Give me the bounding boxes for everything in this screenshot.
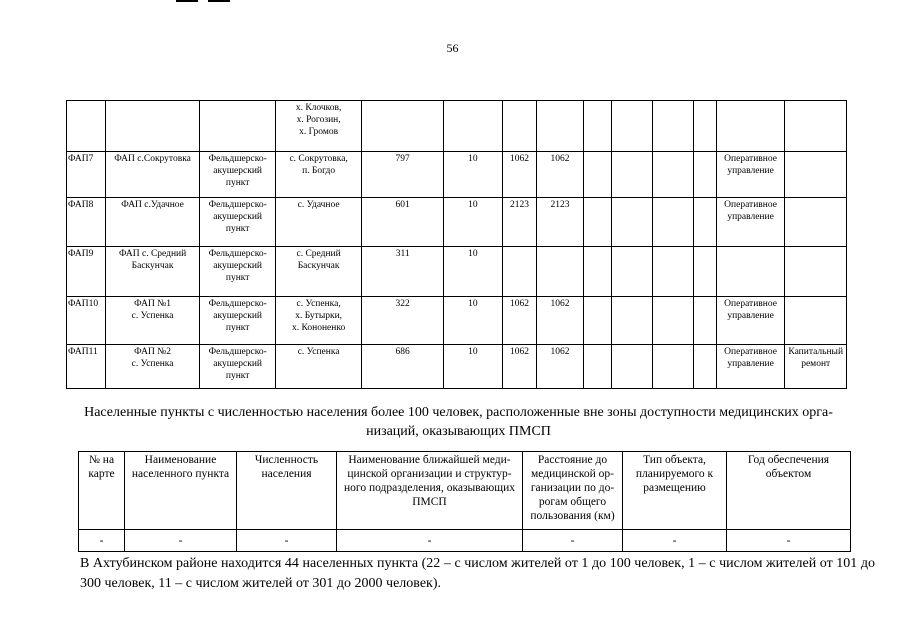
- table-row: [79, 530, 851, 552]
- cell-empty: [612, 152, 653, 198]
- cell-empty: [583, 198, 612, 247]
- cell-type: Фельдшерско- акушерский пункт: [200, 198, 276, 247]
- cell-code: ФАП8: [67, 198, 106, 247]
- cell-settlements: с. Средний Баскунчак: [276, 247, 362, 297]
- cell-dash: -: [237, 530, 337, 552]
- cell-empty: [583, 297, 612, 345]
- cell-value-3: 2123: [537, 198, 583, 247]
- cell-value-3: 1062: [537, 152, 583, 198]
- cell-value-1: 10: [444, 247, 502, 297]
- cell-empty: [612, 101, 653, 152]
- cell-population: 311: [362, 247, 444, 297]
- header-settlement-name: Наименование населенного пункта: [125, 452, 237, 530]
- cell-value-1: 10: [444, 152, 502, 198]
- cell-population: 797: [362, 152, 444, 198]
- cell-dash: -: [623, 530, 727, 552]
- cell-code: ФАП11: [67, 345, 106, 389]
- table-row: [67, 101, 847, 152]
- cell-name: [105, 101, 199, 152]
- cell-value-1: 10: [444, 345, 502, 389]
- scan-mark-right: [208, 0, 230, 2]
- cell-code: ФАП9: [67, 247, 106, 297]
- cell-name: ФАП №2 с. Успенка: [105, 345, 199, 389]
- cell-action: [785, 101, 847, 152]
- header-distance: Расстояние до медицинской ор- ганизации по до- рогам общего пользования (км): [523, 452, 623, 530]
- header-provision-year: Год обеспечения объектом: [727, 452, 851, 530]
- remote-settlements-table: [78, 451, 851, 552]
- cell-empty: [583, 247, 612, 297]
- cell-management: [716, 247, 785, 297]
- cell-population: [362, 101, 444, 152]
- cell-management: Оперативное управление: [716, 345, 785, 389]
- cell-value-2: 1062: [502, 297, 537, 345]
- cell-empty: [653, 198, 694, 247]
- cell-name: ФАП с. Средний Баскунчак: [105, 247, 199, 297]
- cell-empty: [612, 247, 653, 297]
- cell-value-2: 2123: [502, 198, 537, 247]
- cell-empty: [653, 247, 694, 297]
- cell-action: [785, 247, 847, 297]
- cell-settlements: с. Удачное: [276, 198, 362, 247]
- table-row: [67, 152, 847, 198]
- table-header-row: [79, 452, 851, 530]
- cell-dash: -: [79, 530, 125, 552]
- cell-type: Фельдшерско- акушерский пункт: [200, 152, 276, 198]
- cell-population: 322: [362, 297, 444, 345]
- cell-value-3: 1062: [537, 297, 583, 345]
- cell-empty: [653, 345, 694, 389]
- cell-code: ФАП10: [67, 297, 106, 345]
- cell-empty: [653, 152, 694, 198]
- cell-value-2: [502, 101, 537, 152]
- cell-settlements: с. Успенка: [276, 345, 362, 389]
- cell-dash: -: [523, 530, 623, 552]
- cell-action: Капитальный ремонт: [785, 345, 847, 389]
- table-row: [67, 198, 847, 247]
- cell-empty: [694, 345, 717, 389]
- cell-empty: [694, 198, 717, 247]
- cell-value-3: 1062: [537, 345, 583, 389]
- cell-empty: [694, 297, 717, 345]
- cell-type: [200, 101, 276, 152]
- cell-empty: [612, 345, 653, 389]
- header-object-type: Тип объекта, планируемого к размещению: [623, 452, 727, 530]
- cell-management: Оперативное управление: [716, 297, 785, 345]
- cell-value-2: 1062: [502, 152, 537, 198]
- table-row: [67, 247, 847, 297]
- cell-action: [785, 152, 847, 198]
- cell-code: ФАП7: [67, 152, 106, 198]
- cell-value-3: [537, 247, 583, 297]
- cell-value-1: [444, 101, 502, 152]
- section-heading: Населенные пункты с численностью населения более 100 человек, расположенные вне зоны доступности медицинских орга-низаций, оказывающих ПМСП: [84, 405, 833, 439]
- cell-type: Фельдшерско- акушерский пункт: [200, 297, 276, 345]
- cell-empty: [583, 101, 612, 152]
- cell-empty: [612, 198, 653, 247]
- facilities-table: [66, 100, 847, 389]
- cell-empty: [694, 152, 717, 198]
- header-map-number: № на карте: [79, 452, 125, 530]
- cell-type: Фельдшерско- акушерский пункт: [200, 247, 276, 297]
- cell-management: Оперативное управление: [716, 198, 785, 247]
- cell-settlements: х. Клочков, х. Рогозин, х. Громов: [276, 101, 362, 152]
- cell-empty: [583, 152, 612, 198]
- cell-population: 686: [362, 345, 444, 389]
- page-number: 56: [446, 41, 459, 55]
- cell-settlements: с. Сокрутовка, п. Богдо: [276, 152, 362, 198]
- cell-settlements: с. Успенка, х. Бутырки, х. Кононенко: [276, 297, 362, 345]
- cell-code: [67, 101, 106, 152]
- cell-value-1: 10: [444, 198, 502, 247]
- cell-empty: [694, 101, 717, 152]
- header-population: Численность населения: [237, 452, 337, 530]
- header-nearest-organization: Наименование ближайшей меди- цинской организации и структур- ного подразделения, оказывающих ПМСП: [337, 452, 523, 530]
- cell-name: ФАП с.Удачное: [105, 198, 199, 247]
- cell-action: [785, 198, 847, 247]
- cell-empty: [653, 297, 694, 345]
- cell-dash: -: [337, 530, 523, 552]
- cell-dash: -: [727, 530, 851, 552]
- cell-management: Оперативное управление: [716, 152, 785, 198]
- cell-empty: [583, 345, 612, 389]
- cell-empty: [694, 247, 717, 297]
- table-row: [67, 297, 847, 345]
- cell-value-1: 10: [444, 297, 502, 345]
- cell-name: ФАП с.Сокрутовка: [105, 152, 199, 198]
- cell-type: Фельдшерско- акушерский пункт: [200, 345, 276, 389]
- cell-value-3: [537, 101, 583, 152]
- cell-empty: [612, 297, 653, 345]
- cell-empty: [653, 101, 694, 152]
- cell-value-2: [502, 247, 537, 297]
- cell-management: [716, 101, 785, 152]
- cell-action: [785, 297, 847, 345]
- footer-note: В Ахтубинском районе находится 44 населенных пункта (22 – с числом жителей от 1 до 100 человек, 1 – с числом жителей от 101 до 300 человек, 11 – с числом жителей от 301 до 2000 человек).: [80, 556, 875, 591]
- cell-name: ФАП №1 с. Успенка: [105, 297, 199, 345]
- cell-population: 601: [362, 198, 444, 247]
- table-row: [67, 345, 847, 389]
- cell-dash: -: [125, 530, 237, 552]
- cell-value-2: 1062: [502, 345, 537, 389]
- scan-mark-left: [176, 0, 198, 2]
